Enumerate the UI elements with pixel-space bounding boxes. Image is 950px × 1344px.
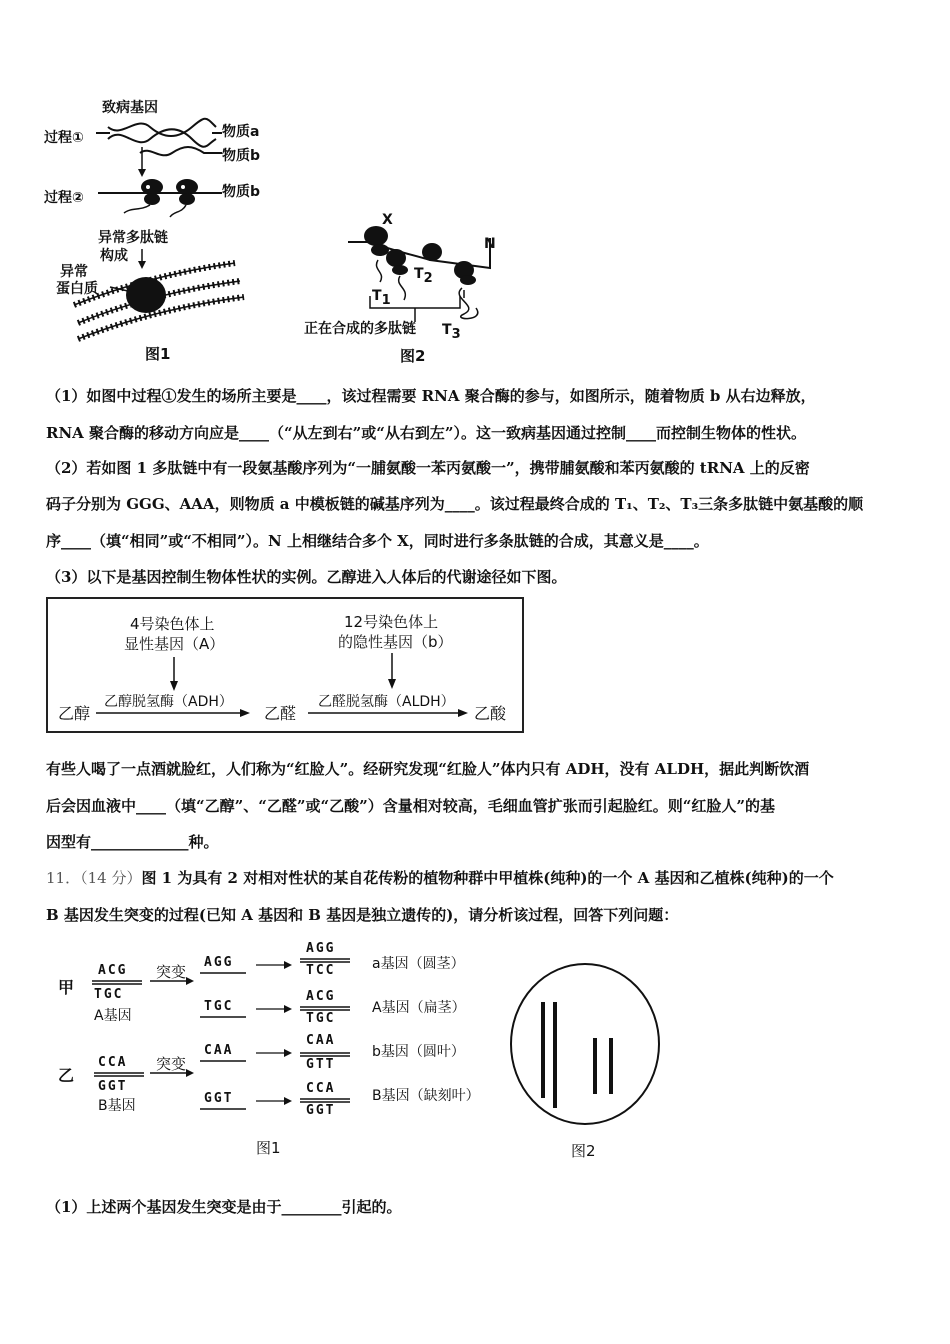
- cell-chromosomes-drawing: [505, 960, 665, 1140]
- result-2-bot: TGC: [306, 1011, 336, 1026]
- yi-label: 乙: [58, 1066, 75, 1085]
- fig2-caption: 图2: [400, 347, 426, 365]
- fig1-drawing: [40, 95, 280, 355]
- acetaldehyde-label: 乙醛: [264, 704, 297, 723]
- jia-gene: A基因: [94, 1008, 132, 1024]
- jia-top-seq: ACG: [98, 963, 128, 978]
- fig1-abnormal-chain-2: 构成: [100, 248, 128, 264]
- fig2-t1-label: $T_1$: [372, 288, 391, 308]
- mutation-fig1-caption: 图1: [256, 1139, 281, 1157]
- yi-top-seq: CCA: [98, 1055, 128, 1070]
- result-3-top: CAA: [306, 1033, 336, 1048]
- mutant-seq-2: TGC: [204, 999, 234, 1014]
- gene-a-line2: 显性基因（A）: [124, 635, 225, 653]
- fig2-chain-label: 正在合成的多肽链: [304, 321, 416, 337]
- q10-p1-line2: RNA 聚合酶的移动方向应是____（“从左到右”或“从右到左”）。这一致病基因通过控制____而控制生物体的性状。: [46, 424, 807, 442]
- mutation-lines: [50, 935, 500, 1165]
- result-2-label: A基因（扁茎）: [372, 1000, 466, 1016]
- aldh-label: 乙醛脱氢酶（ALDH）: [318, 694, 455, 710]
- result-4-bot: GGT: [306, 1103, 336, 1118]
- mutant-seq-1: AGG: [204, 955, 234, 970]
- q11-sub1: （1）上述两个基因发生突变是由于________引起的。: [46, 1198, 402, 1216]
- mutation-figure-1: [50, 935, 500, 1165]
- result-3-label: b基因（圆叶）: [372, 1044, 465, 1060]
- acetic-acid-label: 乙酸: [474, 704, 507, 723]
- q10-p4-line1: 有些人喝了一点酒就脸红，人们称为“红脸人”。经研究发现“红脸人”体内只有 ADH，没有 ALDH，据此判断饮酒: [46, 760, 810, 778]
- fig1-abnormal-chain-1: 异常多肽链: [98, 230, 168, 246]
- mrna-strand: [140, 147, 222, 155]
- q10-p3-line1: （3）以下是基因控制生物体性状的实例。乙醇进入人体后的代谢途径如下图。: [46, 568, 567, 586]
- dna-strand-2: [108, 129, 216, 147]
- cell-outline: [511, 964, 659, 1124]
- fig2-x-label: X: [382, 212, 393, 228]
- result-1-label: a基因（圆茎）: [372, 956, 465, 972]
- jia-bot-seq: TGC: [94, 987, 124, 1002]
- q10-p2-line3: 序____（填“相同”或“不相同”）。N 上相继结合多个 X，同时进行多条肽链的合成，其意义是____。: [46, 532, 709, 550]
- mutation-fig2-caption: 图2: [571, 1142, 596, 1160]
- figure-1: [40, 95, 280, 370]
- q10-p2-line1: （2）若如图 1 多肽链中有一段氨基酸序列为“一脯氨酸一苯丙氨酸一”，携带脯氨酸和苯丙氨酸的 tRNA 上的反密: [46, 459, 810, 477]
- ethanol-label: 乙醇: [58, 704, 91, 723]
- ribosome-icon-2: [176, 179, 198, 205]
- gene-a-line1: 4号染色体上: [130, 615, 215, 633]
- jia-label: 甲: [58, 978, 75, 997]
- mutate-label-2: 突变: [156, 1055, 187, 1073]
- ribosome-icon-t2: [422, 243, 442, 261]
- fig1-title: 致病基因: [102, 100, 158, 116]
- dna-strand-1: [108, 119, 216, 136]
- fig1-caption: 图1: [145, 345, 171, 363]
- q11-number: 11．（14 分）: [46, 869, 142, 887]
- q10-p4-line3: 因型有_____________种。: [46, 833, 219, 851]
- mutant-seq-3: CAA: [204, 1043, 234, 1058]
- mutant-seq-4: GGT: [204, 1091, 234, 1106]
- gene-b-line1: 12号染色体上: [344, 613, 439, 631]
- fig1-process1: 过程①: [44, 130, 84, 146]
- q11-line1: 11．（14 分）图 1 为具有 2 对相对性状的某自花传粉的植物种群中甲植株(纯种)的一个 A 基因和乙植株(纯种)的一个: [46, 869, 834, 887]
- fig1-abnormal-protein-1: 异常: [60, 264, 88, 280]
- abnormal-protein-icon: [126, 277, 166, 313]
- ribosome-icon-t3: [454, 261, 476, 285]
- result-2-top: ACG: [306, 989, 336, 1004]
- fig1-substance-b2: 物质b: [222, 184, 261, 200]
- ribosome-icon-x: [364, 226, 389, 256]
- mutation-figure-2: [505, 960, 665, 1170]
- fig2-n-label: N: [484, 236, 496, 252]
- result-4-top: CCA: [306, 1081, 336, 1096]
- result-1-top: AGG: [306, 941, 336, 956]
- fig1-abnormal-protein-2: 蛋白质: [56, 281, 98, 297]
- adh-label: 乙醇脱氢酶（ADH）: [104, 694, 233, 710]
- yi-gene: B基因: [98, 1098, 136, 1114]
- fig1-process2: 过程②: [44, 190, 84, 206]
- mutate-label-1: 突变: [156, 963, 187, 981]
- result-1-bot: TCC: [306, 963, 336, 978]
- result-4-label: B基因（缺刻叶）: [372, 1088, 480, 1104]
- fig2-t3-label: $T_3$: [442, 322, 461, 342]
- yi-bot-seq: GGT: [98, 1079, 128, 1094]
- gene-b-line2: 的隐性基因（b）: [338, 633, 453, 651]
- result-3-bot: GTT: [306, 1057, 336, 1072]
- fig1-substance-b1: 物质b: [222, 148, 261, 164]
- figure-2: [300, 210, 510, 370]
- q10-p1-line1: （1）如图中过程①发生的场所主要是____，该过程需要 RNA 聚合酶的参与，如图所示，随着物质 b 从右边释放，: [46, 387, 816, 405]
- metabolic-pathway-box: [46, 597, 524, 733]
- q11-line2: B 基因发生突变的过程(已知 A 基因和 B 基因是独立遗传的)，请分析该过程，回答下列问题：: [46, 906, 679, 924]
- fig2-t2-label: $T_2$: [414, 266, 433, 286]
- q10-p4-line2: 后会因血液中____（填“乙醇”、“乙醛”或“乙酸”）含量相对较高，毛细血管扩张而引起脸红。则“红脸人”的基: [46, 797, 776, 815]
- ribosome-icon-1: [141, 179, 163, 205]
- fig1-substance-a: 物质a: [222, 124, 260, 140]
- q10-p2-line2: 码子分别为 GGG、AAA，则物质 a 中模板链的碱基序列为____。该过程最终合成的 T₁、T₂、T₃三条多肽链中氨基酸的顺: [46, 495, 864, 513]
